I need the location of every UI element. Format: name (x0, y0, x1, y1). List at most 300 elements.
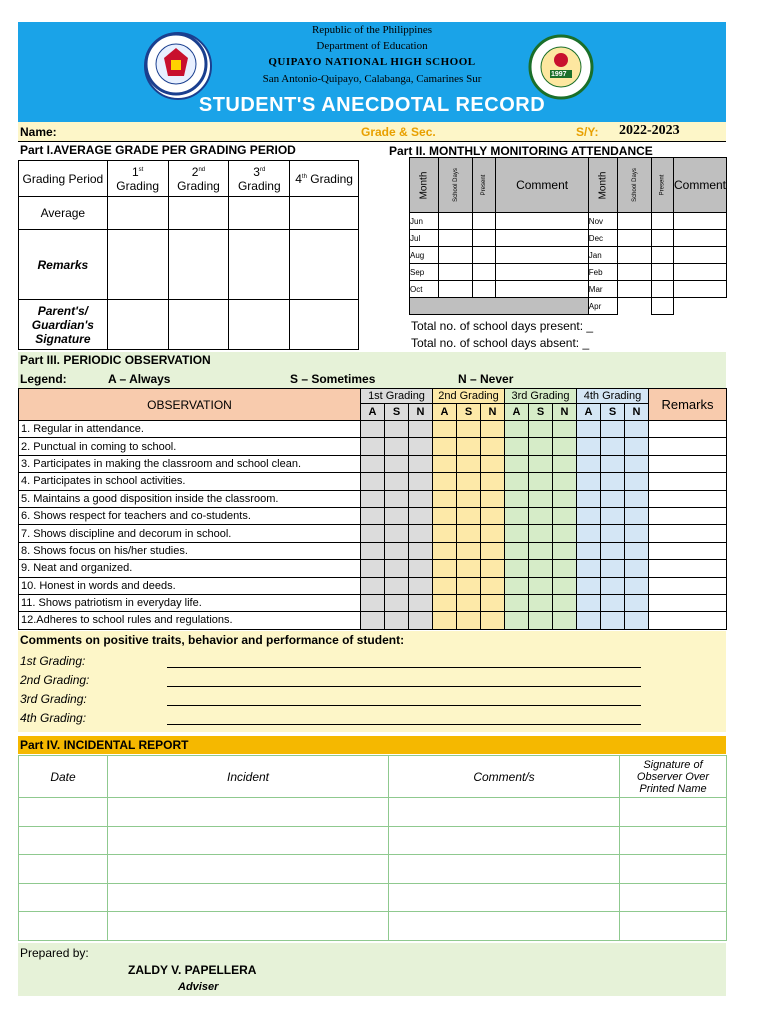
school-days-cell[interactable] (438, 281, 473, 298)
observation-row (19, 455, 727, 472)
observation-mark-cell[interactable] (577, 455, 601, 472)
grading3-header: 3rd Grading (229, 161, 290, 197)
school-days-cell[interactable] (438, 213, 473, 230)
comments-title: Comments on positive traits, behavior and performance of student: (20, 633, 405, 647)
grading-letter-header: A (433, 404, 457, 421)
grading-letter-header: A (577, 404, 601, 421)
observation-mark-cell[interactable] (481, 455, 505, 472)
sy-label: S/Y: (576, 125, 599, 139)
observation-mark-cell[interactable] (385, 455, 409, 472)
observation-mark-cell[interactable] (505, 612, 529, 629)
school-days-header-left: School Days (438, 158, 473, 213)
present-cell[interactable] (473, 213, 496, 230)
grading1-header: 1st Grading (107, 161, 168, 197)
remarks-cell[interactable] (168, 230, 229, 300)
grade-section-label: Grade & Sec. (361, 125, 436, 139)
present-cell[interactable] (652, 264, 674, 281)
month-label: Sep (410, 264, 439, 281)
observation-mark-cell[interactable] (457, 577, 481, 594)
school-days-cell[interactable] (617, 213, 652, 230)
observation-item: 6. Shows respect for teachers and co-students. (19, 507, 361, 524)
comment-cell[interactable] (673, 213, 726, 230)
sy-value: 2022-2023 (619, 123, 680, 138)
observation-mark-cell[interactable] (625, 490, 649, 507)
incidental-cell[interactable] (108, 912, 389, 941)
comment-cell[interactable] (673, 247, 726, 264)
school-days-cell[interactable] (438, 230, 473, 247)
observation-mark-cell[interactable] (361, 473, 385, 490)
observation-mark-cell[interactable] (553, 560, 577, 577)
observation-mark-cell[interactable] (385, 525, 409, 542)
present-cell[interactable] (473, 247, 496, 264)
school-days-cell[interactable] (438, 264, 473, 281)
observation-mark-cell[interactable] (481, 542, 505, 559)
signature-row-label: Parent's/ Guardian's Signature (19, 300, 108, 350)
observation-remarks-cell[interactable] (649, 542, 727, 559)
observation-remarks-cell[interactable] (649, 490, 727, 507)
filler-cell (410, 298, 589, 315)
observation-mark-cell[interactable] (577, 560, 601, 577)
observation-mark-cell[interactable] (433, 490, 457, 507)
observation-mark-cell[interactable] (409, 421, 433, 438)
observation-mark-cell[interactable] (433, 455, 457, 472)
observation-mark-cell[interactable] (361, 577, 385, 594)
comment-cell[interactable] (496, 213, 588, 230)
comments-header: Comment/s (389, 756, 620, 798)
school-days-cell[interactable] (438, 247, 473, 264)
observation-mark-cell[interactable] (553, 542, 577, 559)
observation-mark-cell[interactable] (409, 473, 433, 490)
observation-mark-cell[interactable] (361, 455, 385, 472)
observation-remarks-cell[interactable] (649, 525, 727, 542)
incidental-cell[interactable] (108, 798, 389, 827)
observation-mark-cell[interactable] (601, 507, 625, 524)
observation-mark-cell[interactable] (385, 577, 409, 594)
observation-mark-cell[interactable] (457, 560, 481, 577)
observation-mark-cell[interactable] (553, 577, 577, 594)
observation-mark-cell[interactable] (553, 421, 577, 438)
observation-mark-cell[interactable] (577, 473, 601, 490)
observation-mark-cell[interactable] (409, 577, 433, 594)
observation-mark-cell[interactable] (481, 438, 505, 455)
observation-remarks-cell[interactable] (649, 577, 727, 594)
observation-mark-cell[interactable] (457, 507, 481, 524)
observation-mark-cell[interactable] (409, 490, 433, 507)
observation-mark-cell[interactable] (505, 473, 529, 490)
observation-item: 5. Maintains a good disposition inside the classroom. (19, 490, 361, 507)
observation-item: 3. Participates in making the classroom and school clean. (19, 455, 361, 472)
observation-mark-cell[interactable] (457, 421, 481, 438)
observation-mark-cell[interactable] (625, 473, 649, 490)
grading-letter-header: N (625, 404, 649, 421)
remarks-cell[interactable] (229, 230, 290, 300)
observation-mark-cell[interactable] (625, 612, 649, 629)
average-cell[interactable] (229, 197, 290, 230)
observation-mark-cell[interactable] (577, 438, 601, 455)
observation-mark-cell[interactable] (385, 473, 409, 490)
present-cell[interactable] (652, 230, 674, 247)
observation-mark-cell[interactable] (529, 612, 553, 629)
page-title: STUDENT'S ANECDOTAL RECORD (198, 94, 546, 116)
observation-mark-cell[interactable] (433, 473, 457, 490)
observation-mark-cell[interactable] (601, 560, 625, 577)
observation-mark-cell[interactable] (529, 594, 553, 611)
observation-mark-cell[interactable] (601, 473, 625, 490)
observation-mark-cell[interactable] (481, 577, 505, 594)
observation-mark-cell[interactable] (361, 490, 385, 507)
comment-line-field[interactable] (167, 667, 641, 668)
observation-mark-cell[interactable] (409, 507, 433, 524)
observation-mark-cell[interactable] (529, 490, 553, 507)
observation-mark-cell[interactable] (481, 525, 505, 542)
observation-remarks-cell[interactable] (649, 421, 727, 438)
observation-mark-cell[interactable] (457, 542, 481, 559)
observation-mark-cell[interactable] (409, 455, 433, 472)
grading3-obs-header: 3rd Grading (505, 389, 577, 404)
observation-mark-cell[interactable] (553, 455, 577, 472)
observation-mark-cell[interactable] (529, 455, 553, 472)
observation-mark-cell[interactable] (433, 594, 457, 611)
comment-line-field[interactable] (167, 705, 641, 706)
observation-mark-cell[interactable] (433, 542, 457, 559)
incidental-cell[interactable] (620, 883, 727, 912)
observation-row (19, 473, 727, 490)
present-header-left: Present (473, 158, 496, 213)
observation-remarks-cell[interactable] (649, 438, 727, 455)
observation-table (18, 388, 727, 630)
grading-letter-header: S (601, 404, 625, 421)
incidental-cell[interactable] (108, 883, 389, 912)
observation-mark-cell[interactable] (625, 421, 649, 438)
observation-remarks-cell[interactable] (649, 473, 727, 490)
remarks-row-label: Remarks (19, 230, 108, 300)
observation-mark-cell[interactable] (553, 525, 577, 542)
observation-mark-cell[interactable] (553, 507, 577, 524)
observation-mark-cell[interactable] (577, 594, 601, 611)
signature-header: Signature of Observer Over Printed Name (620, 756, 727, 798)
comment-cell[interactable] (673, 281, 726, 298)
comment-cell[interactable] (673, 230, 726, 247)
observation-mark-cell[interactable] (577, 577, 601, 594)
observation-mark-cell[interactable] (481, 421, 505, 438)
comment-line-field[interactable] (167, 724, 641, 725)
observation-mark-cell[interactable] (409, 542, 433, 559)
observation-mark-cell[interactable] (529, 421, 553, 438)
remarks-cell[interactable] (107, 230, 168, 300)
observation-mark-cell[interactable] (529, 473, 553, 490)
present-cell[interactable] (652, 281, 674, 298)
legend-never: N – Never (458, 372, 514, 386)
observation-mark-cell[interactable] (433, 577, 457, 594)
observation-row (19, 594, 727, 611)
observation-mark-cell[interactable] (361, 560, 385, 577)
incidental-cell[interactable] (389, 912, 620, 941)
signature-cell[interactable] (290, 300, 359, 350)
observation-mark-cell[interactable] (625, 560, 649, 577)
prepared-by-label: Prepared by: (20, 946, 89, 960)
school-days-cell[interactable] (617, 281, 652, 298)
observation-mark-cell[interactable] (481, 473, 505, 490)
grading-letter-header: N (409, 404, 433, 421)
name-label: Name: (20, 125, 57, 139)
signature-cell[interactable] (168, 300, 229, 350)
present-cell[interactable] (652, 298, 674, 315)
observation-mark-cell[interactable] (601, 577, 625, 594)
incidental-cell[interactable] (19, 855, 108, 884)
observation-mark-cell[interactable] (601, 612, 625, 629)
signature-cell[interactable] (229, 300, 290, 350)
observation-mark-cell[interactable] (505, 455, 529, 472)
observation-mark-cell[interactable] (385, 594, 409, 611)
observation-mark-cell[interactable] (553, 594, 577, 611)
comment-cell[interactable] (673, 264, 726, 281)
observation-mark-cell[interactable] (505, 438, 529, 455)
school-days-cell[interactable] (617, 264, 652, 281)
observation-mark-cell[interactable] (601, 421, 625, 438)
observation-mark-cell[interactable] (505, 560, 529, 577)
part1-title: Part I.AVERAGE GRADE PER GRADING PERIOD (20, 143, 296, 157)
observation-mark-cell[interactable] (577, 507, 601, 524)
observation-mark-cell[interactable] (361, 594, 385, 611)
observation-mark-cell[interactable] (553, 612, 577, 629)
observation-mark-cell[interactable] (433, 421, 457, 438)
observation-mark-cell[interactable] (601, 490, 625, 507)
incidental-cell[interactable] (620, 826, 727, 855)
observation-mark-cell[interactable] (577, 490, 601, 507)
observation-mark-cell[interactable] (577, 612, 601, 629)
header-banner (18, 22, 726, 122)
incidental-cell[interactable] (19, 912, 108, 941)
observation-mark-cell[interactable] (481, 612, 505, 629)
incidental-cell[interactable] (108, 826, 389, 855)
present-cell[interactable] (473, 264, 496, 281)
observation-mark-cell[interactable] (457, 438, 481, 455)
observation-mark-cell[interactable] (625, 507, 649, 524)
observation-item: 10. Honest in words and deeds. (19, 577, 361, 594)
observation-mark-cell[interactable] (433, 525, 457, 542)
incidental-cell[interactable] (620, 912, 727, 941)
observation-mark-cell[interactable] (385, 542, 409, 559)
observation-mark-cell[interactable] (457, 490, 481, 507)
comment-line-label: 3rd Grading: (20, 692, 87, 706)
month-label: Aug (410, 247, 439, 264)
school-name: QUIPAYO NATIONAL HIGH SCHOOL (268, 56, 476, 68)
incidental-cell[interactable] (389, 798, 620, 827)
observation-mark-cell[interactable] (433, 612, 457, 629)
school-days-header-right: School Days (617, 158, 652, 213)
republic-line: Republic of the Philippines (311, 24, 433, 36)
part4-title: Part IV. INCIDENTAL REPORT (20, 738, 189, 752)
observation-mark-cell[interactable] (505, 542, 529, 559)
grading-letter-header: N (553, 404, 577, 421)
incidental-cell[interactable] (620, 855, 727, 884)
school-days-cell[interactable] (617, 247, 652, 264)
grading-letter-header: N (481, 404, 505, 421)
comment-line-field[interactable] (167, 686, 641, 687)
observation-mark-cell[interactable] (625, 577, 649, 594)
observation-mark-cell[interactable] (601, 438, 625, 455)
grading-letter-header: S (385, 404, 409, 421)
signature-cell[interactable] (107, 300, 168, 350)
observation-mark-cell[interactable] (385, 490, 409, 507)
legend-label: Legend: (20, 372, 67, 386)
observation-mark-cell[interactable] (385, 560, 409, 577)
incidental-cell[interactable] (108, 855, 389, 884)
observation-mark-cell[interactable] (505, 594, 529, 611)
observation-mark-cell[interactable] (601, 594, 625, 611)
school-seal-year: 1997 (551, 71, 567, 78)
observation-mark-cell[interactable] (409, 560, 433, 577)
month-label: Jan (588, 247, 617, 264)
incidental-row (19, 855, 727, 884)
observation-mark-cell[interactable] (505, 577, 529, 594)
grading-letter-header: S (529, 404, 553, 421)
observation-item: 7. Shows discipline and decorum in school. (19, 525, 361, 542)
month-label: Apr (588, 298, 617, 315)
observation-mark-cell[interactable] (409, 525, 433, 542)
observation-mark-cell[interactable] (505, 525, 529, 542)
incidental-cell[interactable] (19, 826, 108, 855)
observation-mark-cell[interactable] (577, 542, 601, 559)
comment-line-label: 4th Grading: (20, 711, 87, 725)
incidental-cell[interactable] (19, 798, 108, 827)
observation-row (19, 560, 727, 577)
footer-band (18, 943, 726, 996)
observation-mark-cell[interactable] (625, 438, 649, 455)
month-label: Oct (410, 281, 439, 298)
observation-mark-cell[interactable] (601, 455, 625, 472)
part3-title: Part III. PERIODIC OBSERVATION (20, 353, 211, 367)
observation-mark-cell[interactable] (457, 473, 481, 490)
total-absent: Total no. of school days absent: _ (411, 336, 590, 350)
observation-remarks-cell[interactable] (649, 560, 727, 577)
month-label: Jul (410, 230, 439, 247)
incidental-cell[interactable] (389, 826, 620, 855)
observation-mark-cell[interactable] (625, 525, 649, 542)
observation-mark-cell[interactable] (361, 421, 385, 438)
observation-mark-cell[interactable] (625, 594, 649, 611)
comment-cell[interactable] (496, 281, 588, 298)
observation-mark-cell[interactable] (601, 542, 625, 559)
month-label: Dec (588, 230, 617, 247)
observation-item: 1. Regular in attendance. (19, 421, 361, 438)
observation-mark-cell[interactable] (505, 421, 529, 438)
observation-row (19, 490, 727, 507)
observation-remarks-cell[interactable] (649, 612, 727, 629)
incident-header: Incident (108, 756, 389, 798)
observation-mark-cell[interactable] (553, 438, 577, 455)
observation-mark-cell[interactable] (529, 438, 553, 455)
observation-mark-cell[interactable] (385, 438, 409, 455)
present-cell[interactable] (473, 230, 496, 247)
grading-letter-header: A (505, 404, 529, 421)
observation-mark-cell[interactable] (361, 507, 385, 524)
observation-mark-cell[interactable] (505, 507, 529, 524)
observation-item: 12.Adheres to school rules and regulations. (19, 612, 361, 629)
observation-remarks-cell[interactable] (649, 594, 727, 611)
observation-mark-cell[interactable] (481, 594, 505, 611)
observation-mark-cell[interactable] (361, 525, 385, 542)
incidental-cell[interactable] (389, 855, 620, 884)
observation-mark-cell[interactable] (457, 594, 481, 611)
observation-mark-cell[interactable] (529, 542, 553, 559)
comment-cell[interactable] (496, 230, 588, 247)
incidental-cell[interactable] (389, 883, 620, 912)
observation-mark-cell[interactable] (361, 612, 385, 629)
school-days-cell[interactable] (617, 230, 652, 247)
observation-remarks-cell[interactable] (649, 455, 727, 472)
observation-mark-cell[interactable] (505, 490, 529, 507)
average-cell[interactable] (107, 197, 168, 230)
observation-mark-cell[interactable] (553, 473, 577, 490)
comment-line-label: 2nd Grading: (20, 673, 90, 687)
remarks-cell[interactable] (290, 230, 359, 300)
observation-item: 2. Punctual in coming to school. (19, 438, 361, 455)
observation-mark-cell[interactable] (529, 525, 553, 542)
observation-mark-cell[interactable] (529, 507, 553, 524)
comment-cell[interactable] (496, 247, 588, 264)
month-label: Jun (410, 213, 439, 230)
observation-row (19, 507, 727, 524)
observation-mark-cell[interactable] (433, 438, 457, 455)
observation-row (19, 542, 727, 559)
observation-mark-cell[interactable] (457, 525, 481, 542)
present-cell[interactable] (652, 213, 674, 230)
observation-mark-cell[interactable] (457, 455, 481, 472)
info-row (18, 122, 726, 141)
present-cell[interactable] (652, 247, 674, 264)
observation-mark-cell[interactable] (409, 594, 433, 611)
observation-mark-cell[interactable] (625, 455, 649, 472)
grading-period-header: Grading Period (19, 161, 108, 197)
comment-cell[interactable] (496, 264, 588, 281)
average-cell[interactable] (290, 197, 359, 230)
observation-mark-cell[interactable] (385, 507, 409, 524)
observation-mark-cell[interactable] (481, 560, 505, 577)
remarks-header: Remarks (649, 389, 727, 421)
incidental-cell[interactable] (19, 883, 108, 912)
adviser-title: Adviser (178, 981, 219, 993)
observation-mark-cell[interactable] (433, 560, 457, 577)
incidental-cell[interactable] (620, 798, 727, 827)
observation-mark-cell[interactable] (481, 507, 505, 524)
observation-mark-cell[interactable] (529, 577, 553, 594)
observation-mark-cell[interactable] (361, 542, 385, 559)
total-present: Total no. of school days present: _ (411, 319, 594, 333)
observation-mark-cell[interactable] (361, 438, 385, 455)
observation-mark-cell[interactable] (409, 612, 433, 629)
observation-mark-cell[interactable] (625, 542, 649, 559)
observation-mark-cell[interactable] (529, 560, 553, 577)
observation-mark-cell[interactable] (601, 525, 625, 542)
observation-mark-cell[interactable] (577, 525, 601, 542)
grading1-obs-header: 1st Grading (361, 389, 433, 404)
observation-mark-cell[interactable] (577, 421, 601, 438)
average-cell[interactable] (168, 197, 229, 230)
observation-mark-cell[interactable] (433, 507, 457, 524)
observation-row (19, 577, 727, 594)
grading-letter-header: A (361, 404, 385, 421)
observation-mark-cell[interactable] (409, 438, 433, 455)
present-cell[interactable] (473, 281, 496, 298)
observation-remarks-cell[interactable] (649, 507, 727, 524)
observation-mark-cell[interactable] (481, 490, 505, 507)
observation-mark-cell[interactable] (457, 612, 481, 629)
observation-mark-cell[interactable] (553, 490, 577, 507)
observation-mark-cell[interactable] (385, 421, 409, 438)
legend-always: A – Always (108, 372, 171, 386)
observation-mark-cell[interactable] (385, 612, 409, 629)
